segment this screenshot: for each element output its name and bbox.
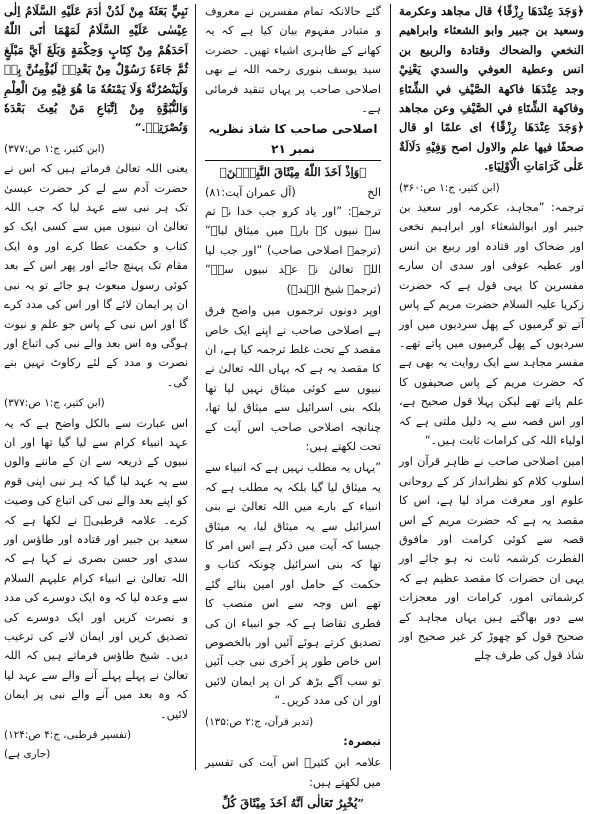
review-heading: تبصرہ: — [343, 735, 381, 749]
verse-reference: (آل عمران آیت:۸۱) — [205, 185, 296, 199]
arabic-quote: نَبِيٍّ بَعَثَهٗ مِنْ لَدُنْ اٰدَمَ عَلَيْهِ السَّلَامُ اِلٰى عِيْسٰى عَلَيْهِ السَّلَامُ لَمَهْمَا اٰتَى اللّٰهُ اَحَدَهُمْ مِنْ كِتَابٍ وَحِكْمَةٍ وَبَلَغَ اَيَّ مَبْلَغٍ ثُمَّ جَاءَهٗ رَسُوْلٌ مِنْ بَعْدِهٖ لَيُؤْمِنُنَّ بِهٖ وَلَيَنْصُرُنَّهٗ وَلَا يَمْنَعُهٗ مَا هُوَ فِيْهِ مِنَ الْعِلْمِ وَالنُّبُوَّةِ مِنْ اِتِّبَاعِ مَنْ بُعِثَ بَعْدَهٗ وَنُصْرَتِهٖ.“ — [4, 4, 188, 135]
reference: (تفسیر قرطبی، ج:۴ ص:۱۲۴) — [4, 729, 132, 742]
arabic-quote: ﴿وَجَدَ عِنْدَهَا رِزْقًا﴾ قال مجاهد وعكرمة وسعيد بن جبير وابو الشعثاء وابراهيم النخعي والضحاك وقتادة والربيع بن انس وعطية العوفي والسدي يَعْنِيْ وجد عِنْدَهَا فاكهة الصَّيْفِ في الشِّتَاءِ وفاكهة الشِّتَاءِ في الصَّيْفِ وعن مجاهد ﴿وَجَدَ عِنْدَهَا رِزْقًا﴾ اى علمًا او قال صحفًا فيها علم والاول اصح وَفِيْهِ دَلَالَةٌ عَلٰى كَرَامَاتِ الْاَوْلِيَاءِ. — [399, 4, 584, 174]
reference: (ابن کثیر، ج:۱ ص:۳۶۰) — [399, 181, 500, 194]
body-paragraph: امین اصلاحی صاحب نے ظاہر قرآن اور اسلوب کلام کو نظرانداز کر کے روحانی علوم اور معرفت مراد لیا ہے، اس کا مقصد یہ ہے کہ حضرت مریم کے اس قصہ سے کوئی کرامت اور مافوق الفطرت کرشمہ ثابت نہ ہو جائے اور یہی ان حضرات کا مقصد عظیم ہے کہ کرشماتی امور، کرامات اور معجزات سے دور بھاگتے ہیں یہاں مجاہد کے صحیح قول کو چھوڑ کر غیر صحیح اور شاذ قول کی طرف چلے — [399, 455, 584, 663]
column-middle — [205, 2, 381, 811]
body-paragraph: گئے حالانکہ تمام مفسرین نے معروف و متبادر مفہوم بیان کیا ہے کہ یہ کھانے کے ظاہری اشیاء تھیں۔ حضرت سید یوسف بنوری رحمہ اللہ نے بھی اصلاحی صاحب پر یہاں تنقید فرمائی ہے۔ — [205, 5, 381, 116]
reference: (ابن کثیر، ج:۱ ص:۳۷۷) — [4, 397, 105, 410]
reference: (تدبر قرآن، ج:۲ ص:۱۳۵) — [205, 715, 314, 728]
translation-paragraph: ترجمہ: ”مجاہد، عکرمہ اور سعید بن جبیر اور ابوالشعثاء اور ابراہیم نخعی اور ضحاک اور قتادہ اور ربیع بن انس اور عطیہ عوفی اور سدی ان سارے مفسرین کا یہی قول ہے کہ حضرت زکریا علیہ السلام حضرت مریم کے پاس آتے تو گرمیوں کے پھل سردیوں میں اور سردیوں کے پھل گرمیوں میں پاتے تھے۔ مفسر مجاہد سے ایک روایت یہ بھی ہے کہ حضرت مریم کے پاس صحیفوں کا علم پاتے تھے لیکن پہلا قول صحیح ہے، اور اس قصہ سے یہ دلیل ملتی ہے کہ اولیاء اللہ کی کرامات ثابت ہیں۔“ — [399, 201, 584, 447]
column-left — [4, 2, 188, 772]
quoted-paragraph: ”یہاں یہ مطلب نہیں ہے کہ انبیاء سے یہ میثاق لیا گیا بلکہ یہ مطلب ہے کہ انبیاء کے بارے میں اللہ تعالیٰ نے بنی اسرائیل سے یہ میثاق لیا، یہ میثاق جیسا کہ آیت میں ذکر ہے اس امر کا تھا کہ بنی اسرائیل چونکہ کتاب و حکمت کے حامل اور امین بنائے گئے تھے اس وجہ سے اس منصب کا فطری تقاضا ہے کہ جو انبیاء ان کی تصدیق کرتے ہوئے آئیں اور بالخصوص اس خاص طور پر آخری نبی جب آئیں تو سب آگے بڑھ کر ان پر ایمان لائیں اور ان کی مدد کریں۔“ — [205, 461, 381, 708]
column-divider — [390, 4, 391, 770]
body-paragraph: علامہ ابن کثیرؒ اس آیت کی تفسیر میں لکھتے ہیں: — [205, 756, 381, 789]
body-paragraph: یعنی اللہ تعالیٰ فرماتے ہیں کہ اس نے حضرت آدم سے لے کر حضرت عیسیٰ تک ہر نبی سے عہد لیا کہ جب اللہ تعالیٰ ان نبیوں میں سے کسی ایک کو کتاب و حکمت عطا کرے اور وہ ایک مقام تک پہنچ جائے اور پھر اس کے بعد کوئی رسول مبعوث ہو جائے تو یہ نبی ان پر ایمان لائے گا اور اس کی مدد کرے گا اور اس نبی کے پاس جو علم و نبوت ہوگی وہ اس بعد والے نبی کی اتباع اور نصرت و مدد کے لئے رکاوٹ نہیں بنے گی۔ — [4, 162, 188, 389]
arabic-quote: ”يُخْبِرُ تَعَالٰى اَنَّهُ اَخَذَ مِيْثَاقَ كُلِّ — [221, 796, 365, 811]
quran-verse: ﴿وَاِذْ اَخَذَ اللّٰهُ مِيْثَاقَ النَّبِيّٖنَ﴾ — [219, 165, 367, 180]
section-heading: اصلاحی صاحب کا شاذ نظریہ نمبر ۲۱ — [205, 120, 381, 161]
column-divider — [195, 4, 196, 770]
body-paragraph: اوپر دونوں ترجموں میں واضح فرق ہے اصلاحی صاحب نے اپنے ایک خاص مقصد کے تحت غلط ترجمہ کیا ہے، ان کا مقصد یہ ہے کہ یہاں اللہ تعالیٰ نے نبیوں سے کوئی میثاق نہیں لیا تھا بلکہ بنی اسرائیل سے میثاق لیا تھا، چنانچہ اصلاحی صاحب اس آیت کے تحت لکھتے ہیں: — [205, 304, 381, 453]
continued-note: (جاری ہے) — [4, 748, 51, 761]
body-paragraph: اس عبارت سے بالکل واضح ہے کہ یہ عہد انبیاء کرام سے لیا گیا تھا اور ان نبیوں کے ذریعہ سے ان کے ماننے والوں سے یہ عہد لیا گیا کہ ہر نبی اپنی قوم کو اپنے بعد والے نبی کی اتباع کی وصیت کرے۔ علامہ قرطبیؒ نے لکھا ہے کہ سعید بن جبیر اور قتادہ اور طاؤس اور سدی اور حسن بصری نے کہا ہے کہ اللہ تعالیٰ نے انبیاء کرام علیہم السلام سے وعدہ لیا کہ وہ ایک دوسرے کی مدد و نصرت کریں اور ایک دوسرے کی تصدیق کریں اور ایمان لانے کی ترغیب دیں۔ شیخ طاؤس فرماتے ہیں کہ اللہ تعالیٰ نے پہلے پہلے آنے والے سے عہد لیا کہ وہ بعد میں آنے والے نبی پر ایمان لائیں۔ — [4, 416, 188, 721]
reference: (ابن کثیر، ج:۱ ص:۳۷۷) — [4, 142, 105, 155]
verse-continuation: الخ — [367, 185, 381, 199]
column-right — [399, 2, 584, 772]
translation-paragraph: ترجمہ: ”اور یاد کرو جب خدا نے تم سے نبیوں کے بارے میں میثاق لیا۔“ (ترجمہ اصلاحی صاحب) ”اور جب لیا اللہ تعالیٰ نے عہد نبیوں سے۔“ (ترجمہ شیخ الہندؒ) — [205, 205, 381, 296]
